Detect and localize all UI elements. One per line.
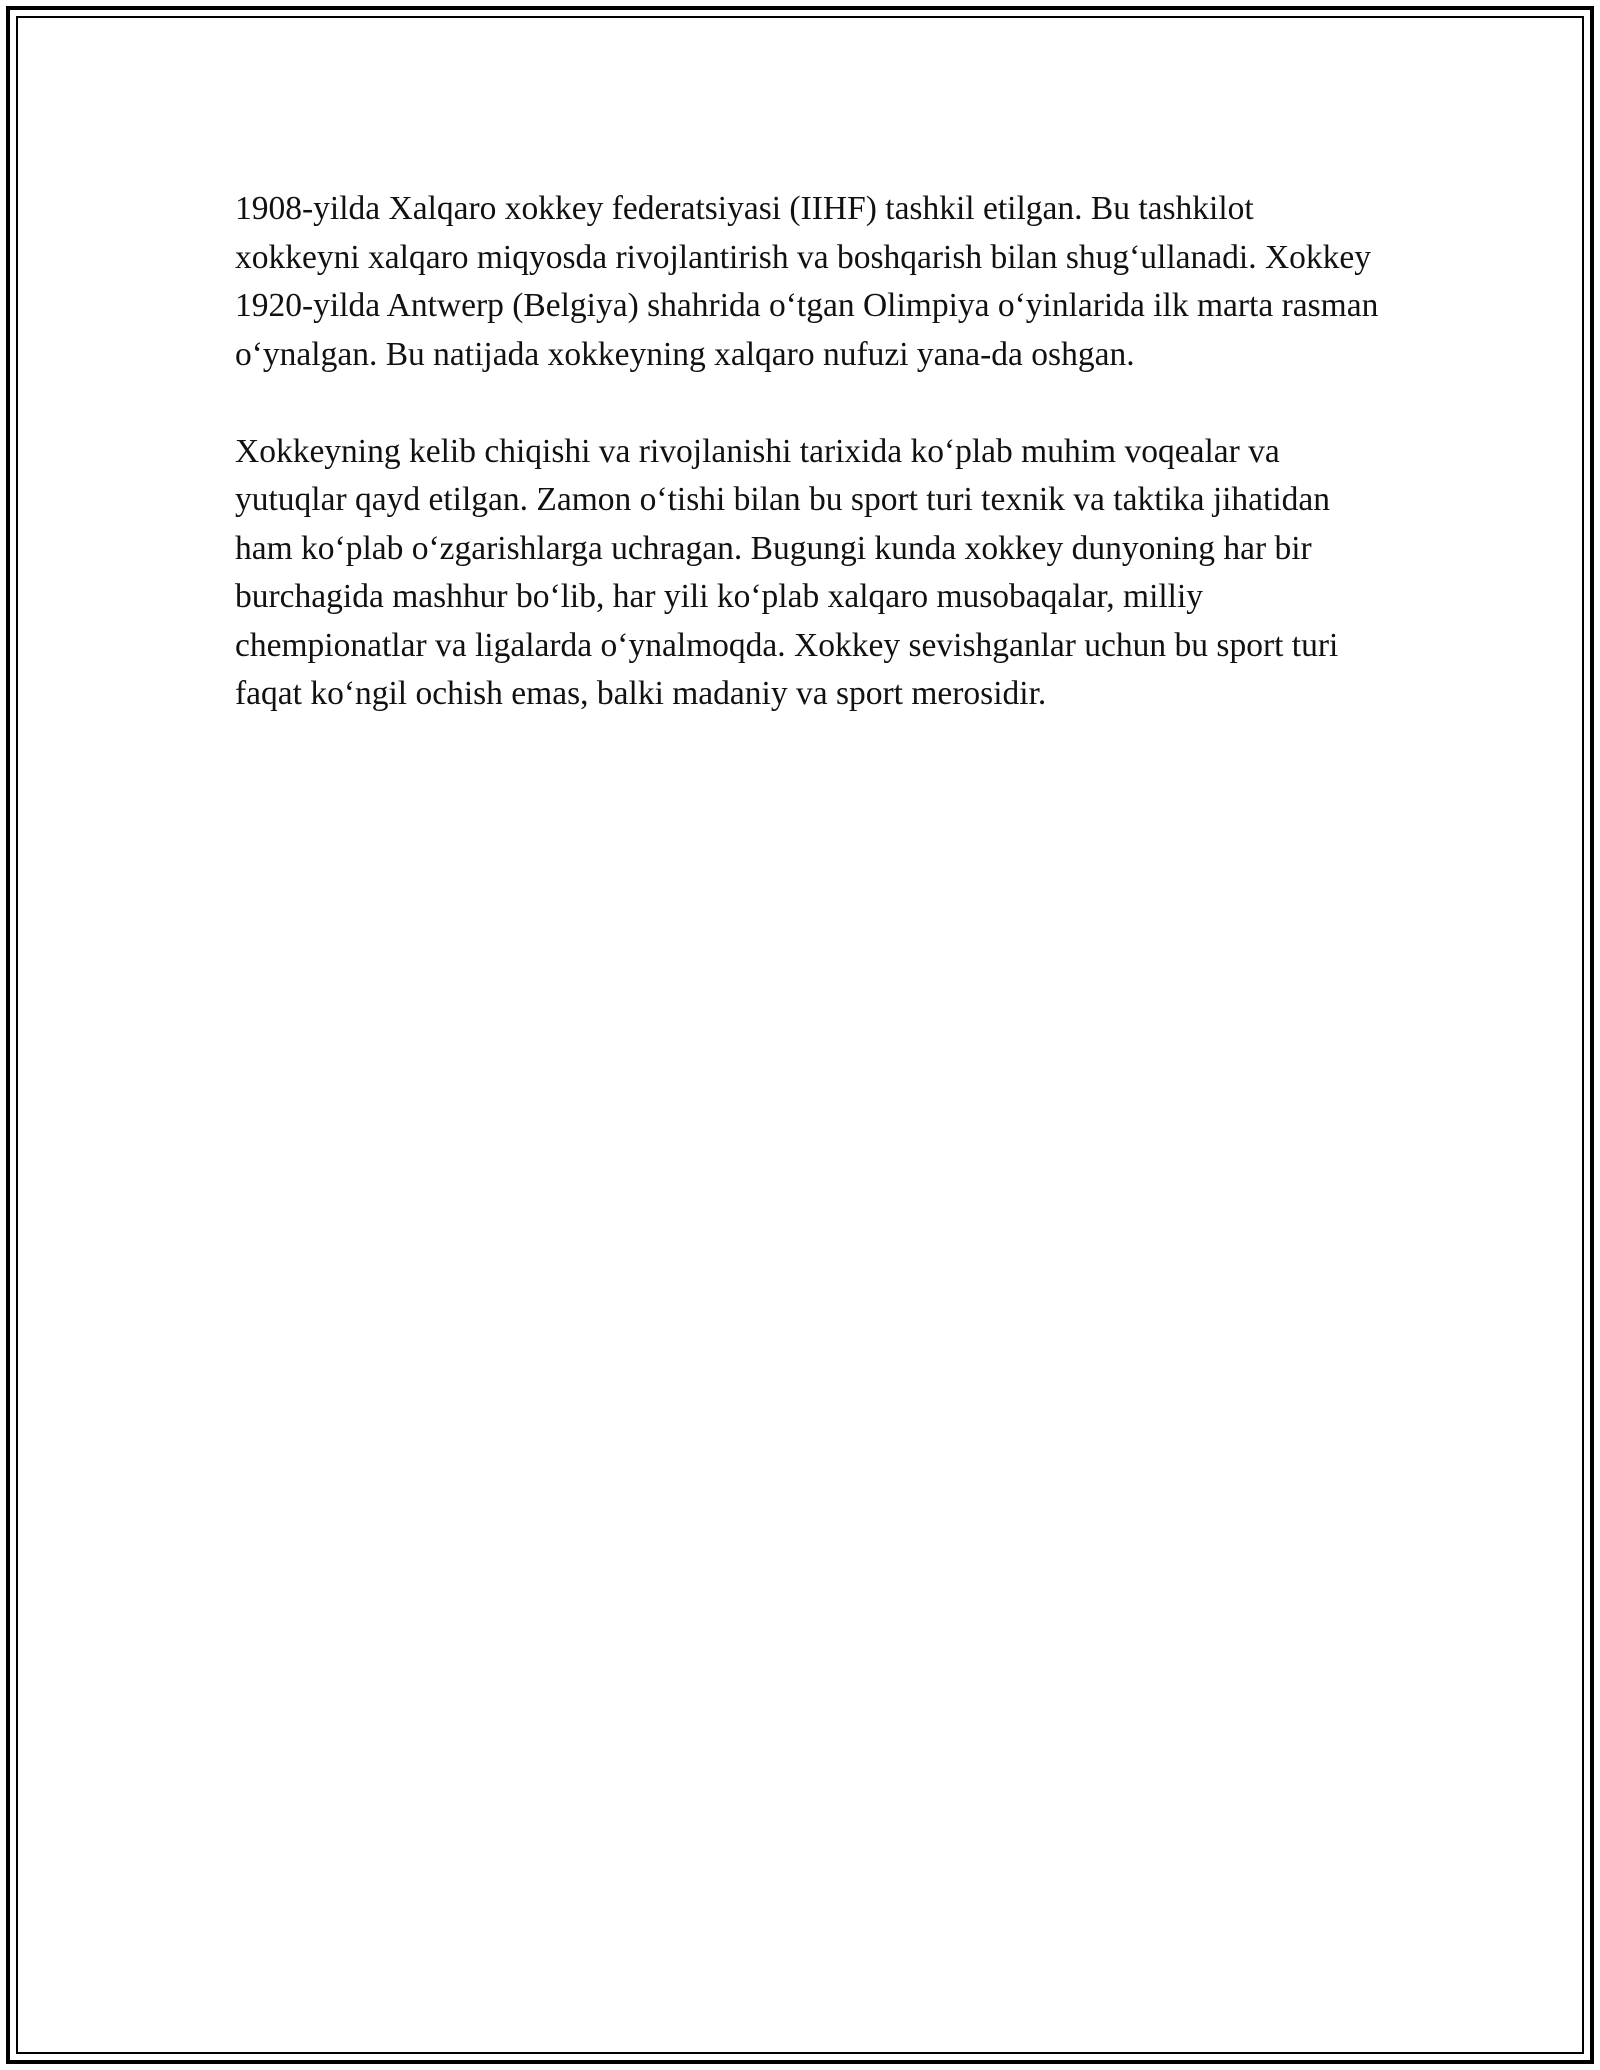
document-body	[235, 185, 1380, 767]
paragraph-hockey-development: Xokkeyning kelib chiqishi va rivojlanishi tarixida ko‘plab muhim voqealar va yutuqlar qayd etilgan. Zamon o‘tishi bilan bu sport turi texnik va taktika jihatidan ham ko‘plab o‘zgarishlarga uchragan. Bugungi kunda xokkey dunyoning har bir burchagida mashhur bo‘lib, har yili ko‘plab xalqaro musobaqalar, milliy chempionatlar va ligalarda o‘ynalmoqda. Xokkey sevishganlar uchun bu sport turi faqat ko‘ngil ochish emas, balki madaniy va sport merosidir.	[235, 432, 1339, 712]
paragraph-iihf-history: 1908-yilda Xalqaro xokkey federatsiyasi (IIHF) tashkil etilgan. Bu tashkilot xokkeyni xalqaro miqyosda rivojlantirish va boshqarish bilan shug‘ullanadi. Xokkey 1920-yilda Antwerp (Belgiya) shahrida o‘tgan Olimpiya o‘yinlarida ilk marta rasman o‘ynalgan. Bu natijada xokkeyning xalqaro nufuzi yana-da oshgan.	[235, 190, 1379, 373]
